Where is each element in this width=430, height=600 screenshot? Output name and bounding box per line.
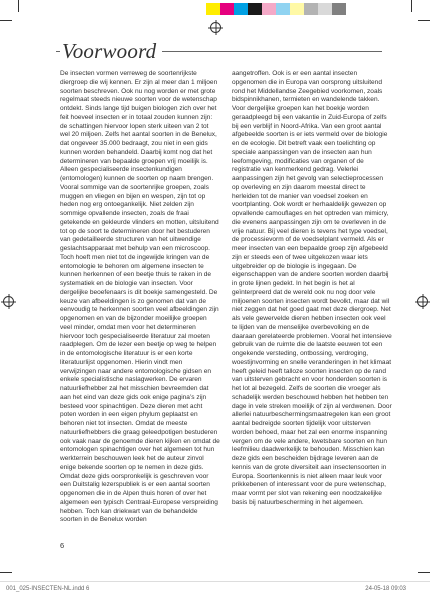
crop-mark	[0, 20, 12, 21]
registration-mark-top	[210, 22, 221, 33]
color-swatch	[248, 3, 262, 15]
color-swatch	[304, 3, 318, 15]
footer-rule	[0, 581, 430, 582]
color-swatch	[234, 3, 248, 15]
paragraph-right: aangetroffen. Ook is er een aantal insecten opgenomen die in Europa van oorsprong uitsluitend rond het Middellandse Zeegebied voorkomen, zoals bidspinnikhanen, termieten en wandelende takken. Voor dergelijke groepen kan het boekje worden geraadpleegd bij een vakantie in Zuid-Europa of zelfs bij een verblijf in Noord-Afrika. Van een groot aantal afgebeelde soorten is er iets vermeld over de biologie en de ecologie. Dit betreft vaak een toelichting op speciale aanpassingen van de insecten aan hun leefomgeving, modificaties van organen of de registratie van kenmerkend gedrag. Velerlei aanpassingen zijn het gevolg van selectieprocessen op overleving en zijn daarom meestal direct te herleiden tot de manier van voedsel zoeken en voortplanting. Ook wordt er herhaaldelijk gewezen op opvallende camouflages en het optreden van mimicry, die evenens aanpassingen zijn om te overleven in de vrije natuur. Bij veel dieren is tevens het type voedsel, de processievorm of de voedselplant vermeld. Als er meer insecten van een bepaalde groep zijn afgebeeld zijn er steeds een of twee uitgekozen waar iets uitgebreider op de biologie is ingegaan. De eigenschappen van de andere soorten worden daarbij in grote lijnen gedekt. In het begin is het al geïnterpreerd dat de wereld ook nu nog door vele miljoenen soorten insecten wordt bevolkt, maar dat wil niet zeggen dat het goed gaat met deze diergroep. Net als vele gewervelde dieren hebben insecten ook veel te lijden van de menselijke overbevolking en de daaraan gerelateerde problemen. Vooral het intensieve gebruik van de ruimte die de laatste eeuwen tot een ongekende versteding, ontbossing, verdroging, woestijnvorming en snelle veranderingen in het klimaat heeft geleid heeft talloze soorten insecten op de rand van uitsterven gebracht en voor honderden soorten is het lot al bezegeld. Zelfs de soorten die vroeger als schadelijk werden beschouwd hebben het hebben ten dage in vele streken moeilijk of zijn al verdwenen. Door allerlei natuurbeschermingsmaatregelen kan een groot aantal bedreigde soorten tijdelijk voor uitsterven worden behoed, maar het zal een enorme inspanning vergen om de vele andere, kwetsbare soorten en hun leefmilieu daadwerkelijk te behouden. Misschien kan deze gids een bescheiden bijdrage leveren aan de kennis van de grote diversiteit aan insectensoorten in Europa. Soortenkennis is niet alleen maar leuk voor prikkebenen of interessant voor de pure wetenschap, maar vormt per slot van rekening een noodzakelijke basis bij natuurbescherming in het algemeen.	[232, 70, 392, 506]
page-title: Voorwoord	[60, 38, 162, 64]
registration-mark-right	[417, 296, 428, 307]
color-swatch	[206, 3, 220, 15]
color-swatch	[276, 3, 290, 15]
color-swatch	[290, 3, 304, 15]
crop-mark	[411, 0, 412, 12]
crop-mark	[0, 572, 12, 573]
registration-mark-left	[3, 296, 14, 307]
paragraph-left: De insecten vormen verreweg de soortenrijkste diergroep die wij kennen. Er zijn al meer dan 1 miljoen soorten beschreven. Ook nu nog worden er met grote regelmaat steeds nieuwe soorten voor de wetenschap ontdekt. Sinds lange tijd buigen biologen zich over het feit hoeveel insecten er in totaal zouden kunnen zijn: de schattingen hiervoor lopen sterk uiteen van 2 tot wel 20 miljoen. Zelfs het aantal soorten in de Benelux, dat ongeveer 35.000 bedraagt, zou niet in een gids kunnen worden behandeld. Daarbij komt nog dat het determineren van bepaalde groepen vrij moeilijk is. Alleen gespecialiseerde insectenkundigen (entomologen) kunnen de soorten op naam brengen. Vooral sommige van de soortenrijke groepen, zoals muggen en vliegen en bijen en wespen, zijn tot op heden nog erg ontoegankelijk. Niet zelden zijn sommige opvallende insecten, zoals de fraai getekende en gekleurde vlinders en motten, uitsluitend tot op de soort te determineren door het bestuderen van gedetailleerde structuren van het uitwendige geslachtsapparaat met behulp van een microscoop. Toch hoeft men niet tot de ingewijde kringen van de entomologie te behoren om algemene insecten te kunnen herkennen of een beetje thuis te raken in de systematiek en de biologie van insecten. Voor dergelijke beoefenaars is dit boekje samengesteld. De keuze van afbeeldingen is zo genomen dat van de eenvoudig te herkennen soorten veel afbeeldingen zijn opgenomen en van de bijzonder moeilijke groepen veel minder, omdat men voor het determineren hiervoor toch gespecialiseerde literatuur zal moeten raadplegen. Om de lezer een beetje op weg te helpen in de entomologische literatuur is er een korte literatuurlijst opgenomen. Hierin vindt men verwijzingen naar andere entomologische gidsen en enkele specialistische naslagwerken. De ervaren natuurliefhebber zal het misschien bevreemden dat aan het eind van deze gids ook enige pagina’s zijn besteed voor spinachtigen. Deze dieren met acht poten worden in een eigen phylum geplaatst en behoren niet tot insecten. Omdat de meeste natuurliefhebbers die graag geleedpotigen bestuderen ook vaak naar de genoemde dieren kijken en omdat de entomologen spinachtigen over het algemeen tot hun werkterrein beschouwen leek het de auteur zinvol enige bekende soorten op te nemen in deze gids. Omdat deze gids oorspronkelijk is geschreven voor een Duitstalig lezerspubliek is er een aantal soorten opgenomen die in de Alpen thuis horen of over het algemeen een typisch Centraal-Europese verspreiding hebben. Toch kan driekwart van de behandelde soorten in de Benelux worden	[60, 70, 220, 524]
color-swatch	[318, 3, 332, 15]
crop-mark	[18, 0, 19, 12]
color-bar	[206, 3, 346, 15]
text-column-right	[232, 70, 392, 535]
footer-file-info: 001_025-INSECTEN-NL.indd 6	[6, 586, 90, 592]
page-number: 6	[60, 541, 65, 550]
color-swatch	[262, 3, 276, 15]
footer-date-info: 24-05-18 09:03	[365, 586, 406, 592]
crop-mark	[418, 20, 430, 21]
color-swatch	[332, 3, 346, 15]
body-text	[60, 70, 392, 535]
text-column-left	[60, 70, 220, 535]
color-swatch	[220, 3, 234, 15]
crop-mark	[418, 572, 430, 573]
